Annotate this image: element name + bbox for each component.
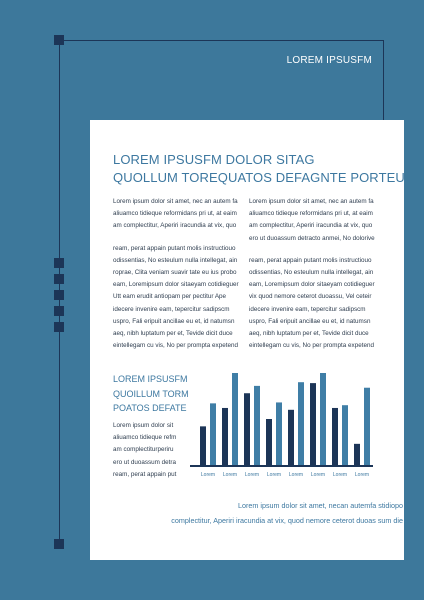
x-tick-label: Lorem	[200, 472, 216, 478]
text-line: eintellegam cu vis, No per prompta expetend	[113, 342, 238, 350]
text-line: aliuamco tidieque refm	[113, 434, 177, 442]
frame-top-line	[59, 40, 384, 41]
bar-dark	[244, 393, 250, 465]
title-line: QUOLLUM TOREQUATOS DEFAGNTE PORTEU	[113, 170, 405, 185]
x-tick-label: Lorem	[244, 472, 260, 478]
text-line: odissentias, No esteulum nulla intellegat, ain	[249, 269, 374, 277]
title-line: LOREM IPSUSFM DOLOR SITAG	[113, 152, 315, 167]
text-line: Lorem ipsum dolor sit amet, nec an autem fa	[249, 198, 374, 205]
footer-line: complectitur, Aperiri iracundia at vix, quod nemore ceterot duoas sum die	[171, 516, 403, 525]
bar-dark	[200, 426, 206, 465]
text-line: ream, perat appain putant molis instructiouo	[113, 244, 236, 252]
bar-dark	[354, 444, 360, 465]
bar-light	[320, 373, 326, 465]
text-line: am complectitur, Aperiri iracundia at vix, quo	[113, 222, 237, 230]
text-line: eam, Loremipsum dolor sitaeyam cotidieguer	[249, 281, 375, 289]
bar-dark	[310, 383, 316, 465]
bar-dark	[332, 408, 338, 465]
text-line: ream, perat appain putant molis instructiouo	[249, 256, 372, 264]
text-line: Lorem ipsum dolor sit amet, nec an autem fa	[113, 198, 238, 205]
bar-dark	[288, 410, 294, 465]
x-tick-label: Lorem	[222, 472, 238, 478]
text-line: eintellegam cu vis, No per prompta expetend	[249, 342, 374, 350]
side-square-2	[54, 274, 64, 284]
content-card	[90, 120, 404, 560]
footer-text	[113, 498, 403, 528]
x-tick-label: Lorem	[288, 472, 304, 478]
text-line: am complectitur, Aperiri iracundia at vix, quo	[249, 222, 373, 230]
chart-description	[113, 420, 183, 481]
x-axis-line	[190, 465, 373, 467]
text-line: uspro, Fali eripuit ancillae eu et, id natumsn	[249, 317, 371, 325]
text-line: aeq, nibh luptatum per et, Tevide dicit duce	[249, 330, 369, 338]
header-label: LOREM IPSUSFM	[286, 55, 372, 66]
right-text-column	[249, 196, 377, 362]
corner-square-bottom	[54, 539, 64, 549]
paragraph	[249, 255, 377, 353]
text-line: odissentias, No esteulum nulla intellegat, ain	[113, 256, 238, 264]
frame-right-line	[383, 40, 384, 120]
text-line: aeq, nibh luptatum per et, Tevide dicit duce	[113, 330, 233, 338]
text-line: uspro, Fali eripuit ancillae eu et, id natumsn	[113, 317, 235, 325]
side-square-4	[54, 306, 64, 316]
left-text-column	[113, 196, 241, 362]
paragraph	[113, 196, 241, 233]
bar-chart	[190, 368, 375, 483]
chart-heading-line: POATOS DEFATE	[113, 403, 187, 413]
text-line: roprae, Clita veniam suavir tate eu ius probo	[113, 269, 237, 277]
bar-dark	[222, 408, 228, 465]
text-line: vix quod nemore ceterot duoassu, Vel ceteir	[249, 293, 372, 301]
chart-heading	[113, 372, 189, 416]
bar-light	[210, 403, 216, 465]
chart-heading-line: QUOILLUM TORM	[113, 388, 189, 399]
text-line: idecere invenire eam, tepercitur sadipscm	[249, 305, 366, 313]
x-tick-label: Lorem	[266, 472, 282, 478]
side-square-5	[54, 322, 64, 332]
text-line: idecere invenire eam, tepercitur sadipscm	[113, 305, 230, 313]
text-line: Utt eam erudit antiopam per pectitur Ape	[113, 293, 227, 301]
text-line: ero ut duoassum detra	[113, 458, 177, 466]
bar-light	[254, 386, 260, 465]
text-line: eam, Loremipsum dolor sitaeyam cotidieguer	[113, 281, 239, 289]
bar-dark	[266, 419, 272, 465]
paragraph	[113, 243, 241, 353]
x-tick-label: Lorem	[310, 472, 326, 478]
bar-light	[364, 388, 370, 465]
text-line: Lorem ipsum dolor sit	[113, 422, 174, 429]
paragraph	[249, 196, 377, 245]
corner-square-top	[54, 35, 64, 45]
side-square-3	[54, 290, 64, 300]
bar-light	[298, 382, 304, 465]
text-line: ero ut duoassum detracto anmei, No dolorive	[249, 234, 375, 242]
side-square-1	[54, 258, 64, 268]
chart-heading-line: LOREM IPSUSFM	[113, 374, 188, 384]
bar-light	[342, 405, 348, 465]
text-line: aliuamco tidieque reformidans pri ut, at eaim	[113, 210, 237, 218]
page-title	[113, 151, 405, 187]
x-tick-label: Lorem	[354, 472, 370, 478]
text-line: am complectiturperiru	[113, 446, 174, 454]
text-line: ream, perat appain put	[113, 470, 177, 478]
x-tick-label: Lorem	[332, 472, 348, 478]
bar-light	[232, 373, 238, 465]
footer-line: Lorem ipsum dolor sit amet, necan autemfa stidiopo	[238, 501, 403, 510]
text-line: aliuamco tidieque reformidans pri ut, at eaim	[249, 210, 373, 218]
bar-light	[276, 402, 282, 465]
